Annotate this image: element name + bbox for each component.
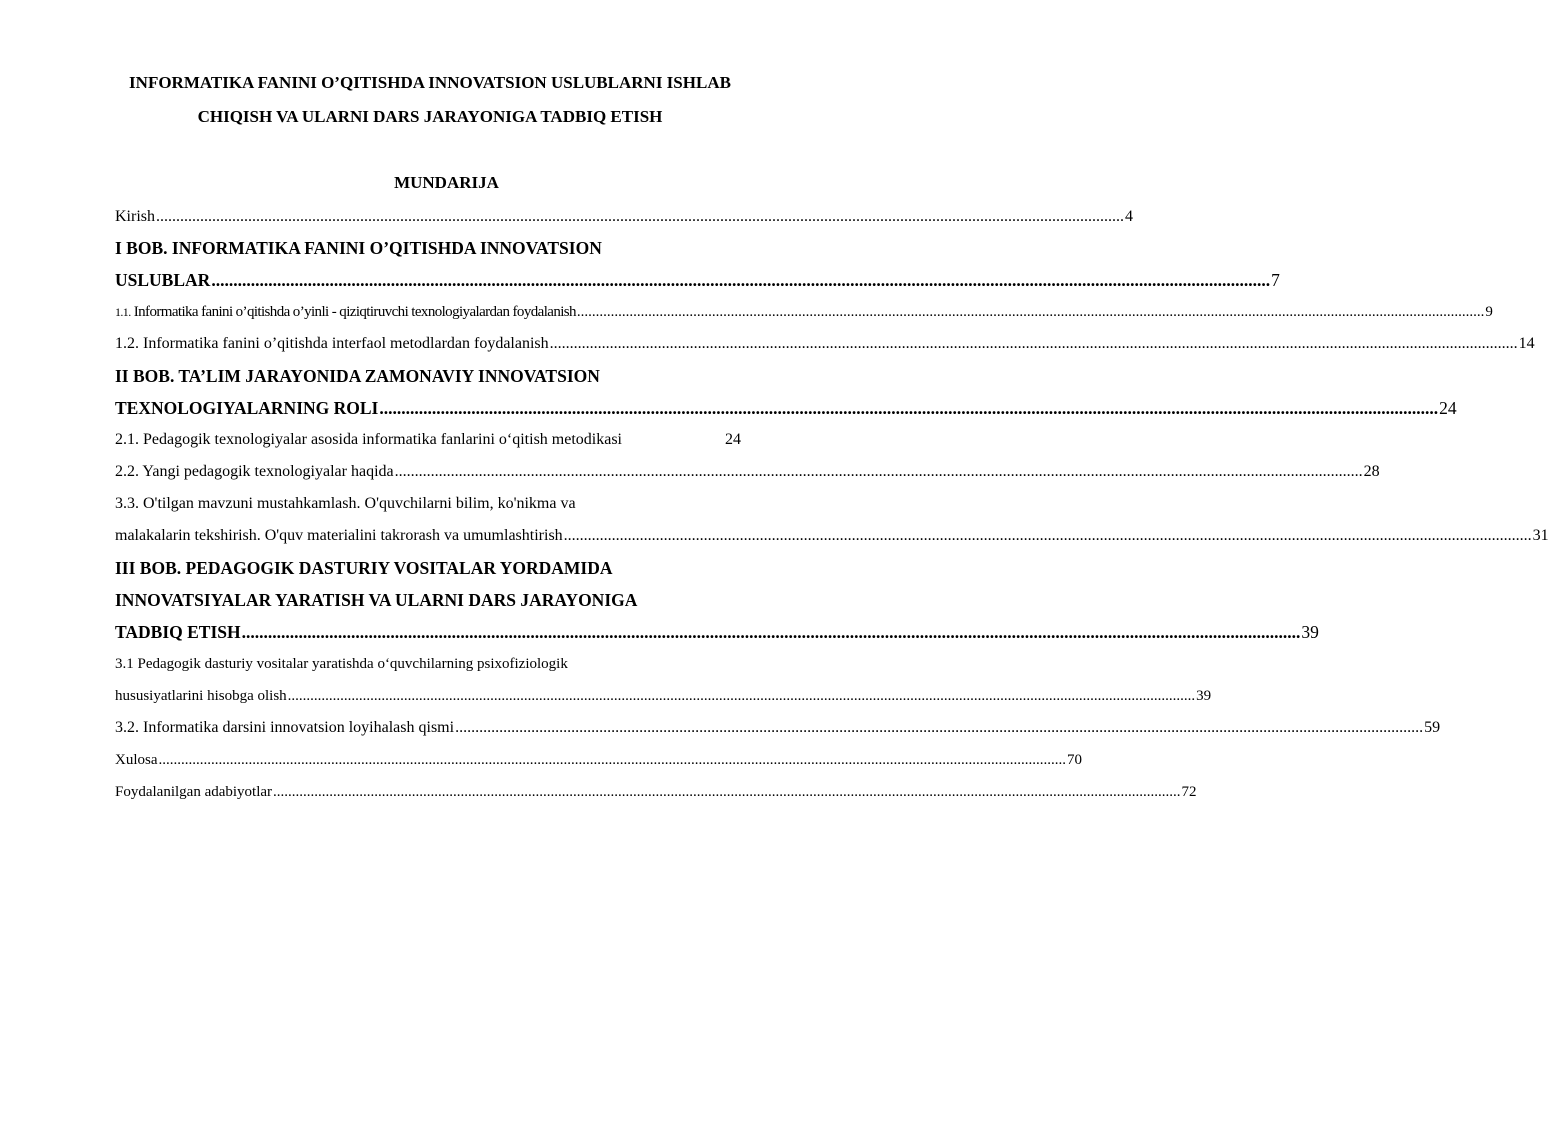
toc-entry-xulosa[interactable] <box>115 744 1082 776</box>
toc-entry-3-2[interactable] <box>115 712 1441 744</box>
toc-entry-page: 39 <box>1196 688 1212 704</box>
toc-entry-label: 2.2. Yangi pedagogik texnologiyalar haqida <box>115 463 394 480</box>
toc-entry-page: 4 <box>1125 208 1133 225</box>
toc-entry-label: Xulosa <box>115 752 158 768</box>
toc-leader-dots <box>455 712 1423 744</box>
toc-entry-label: hususiyatlarini hisobga olish <box>115 688 287 704</box>
toc-leader-dots <box>395 456 1363 488</box>
toc-entry-2-2[interactable] <box>115 456 1380 488</box>
toc-entry-3-1[interactable] <box>115 680 1212 712</box>
toc-entry-page: 72 <box>1181 784 1197 800</box>
toc-entry-1-1[interactable] <box>115 296 1493 328</box>
toc-entry-label: 2.1. Pedagogik texnologiyalar asosida informatika fanlarini o‘qitish metodikasi <box>115 431 622 448</box>
toc-entry-label: 3.2. Informatika darsini innovatsion loyihalash qismi <box>115 719 455 736</box>
toc-entry-label: malakalarin tekshirish. O'quv materialini takrorash va umumlashtirish <box>115 527 563 544</box>
title-line-1: INFORMATIKA FANINI O’QITISHDA INNOVATSION USLUBLARNI ISHLAB <box>129 73 731 92</box>
toc-entry-label: Informatika fanini o’qitishda o’yinli - qiziqtiruvchi texnologiyalardan foydalanish <box>133 304 576 320</box>
toc-leader-dots <box>242 616 1301 648</box>
toc-heading: MUNDARIJA <box>394 173 499 192</box>
toc-entry-label: TADBIQ ETISH <box>115 622 241 642</box>
toc-entry-3-3[interactable] <box>115 520 1549 552</box>
toc-entry-kirish[interactable] <box>115 202 1133 232</box>
toc-entry-page: 28 <box>1363 463 1380 480</box>
toc-leader-dots <box>211 264 1270 296</box>
toc-leader-dots <box>288 680 1196 712</box>
toc-leader-dots <box>273 776 1181 808</box>
toc-leader-dots <box>550 328 1518 360</box>
toc-leader-dots <box>159 744 1067 776</box>
toc-leader-dots <box>156 202 1124 232</box>
toc-chapter-1-line-1[interactable]: I BOB. INFORMATIKA FANINI O’QITISHDA INNOVATSION <box>115 238 602 258</box>
document-title <box>80 66 780 134</box>
toc-chapter-1[interactable] <box>115 264 1280 296</box>
toc-entry-page: 7 <box>1271 270 1280 290</box>
table-of-contents <box>115 202 1549 808</box>
toc-entry-page: 24 <box>725 431 741 448</box>
toc-entry-label: USLUBLAR <box>115 270 211 290</box>
title-line-2: CHIQISH VA ULARNI DARS JARAYONIGA TADBIQ ETISH <box>197 107 663 126</box>
toc-chapter-3-line-2[interactable]: INNOVATSIYALAR YARATISH VA ULARNI DARS JARAYONIGA <box>115 590 638 610</box>
toc-leader-dots <box>379 392 1438 424</box>
toc-entry-2-1[interactable] <box>115 424 741 456</box>
toc-leader-dots <box>564 520 1532 552</box>
toc-entry-number: 1.1. <box>115 305 131 319</box>
toc-entry-page: 14 <box>1518 335 1535 352</box>
toc-entry-adabiyotlar[interactable] <box>115 776 1197 808</box>
toc-chapter-2[interactable] <box>115 392 1457 424</box>
toc-chapter-3[interactable] <box>115 616 1319 648</box>
toc-entry-3-3-line-1[interactable]: 3.3. O'tilgan mavzuni mustahkamlash. O'quvchilarni bilim, ko'nikma va <box>115 495 576 512</box>
toc-entry-1-2[interactable] <box>115 328 1535 360</box>
toc-chapter-3-line-1[interactable]: III BOB. PEDAGOGIK DASTURIY VOSITALAR YORDAMIDA <box>115 558 613 578</box>
toc-entry-page: 31 <box>1532 527 1549 544</box>
toc-entry-page: 39 <box>1301 622 1319 642</box>
toc-entry-page: 70 <box>1067 752 1082 768</box>
toc-entry-label: TEXNOLOGIYALARNING ROLI <box>115 398 379 418</box>
toc-entry-page: 9 <box>1485 304 1493 320</box>
toc-entry-label: Foydalanilgan adabiyotlar <box>115 784 273 800</box>
toc-leader-dots <box>577 296 1485 328</box>
toc-entry-page: 59 <box>1424 719 1441 736</box>
toc-entry-label: Kirish <box>115 208 155 225</box>
toc-entry-label: 1.2. Informatika fanini o’qitishda interfaol metodlardan foydalanish <box>115 335 549 352</box>
toc-chapter-2-line-1[interactable]: II BOB. TA’LIM JARAYONIDA ZAMONAVIY INNOVATSION <box>115 366 600 386</box>
toc-entry-3-1-line-1[interactable]: 3.1 Pedagogik dasturiy vositalar yaratishda o‘quvchilarning psixofiziologik <box>115 656 568 672</box>
toc-entry-page: 24 <box>1439 398 1457 418</box>
